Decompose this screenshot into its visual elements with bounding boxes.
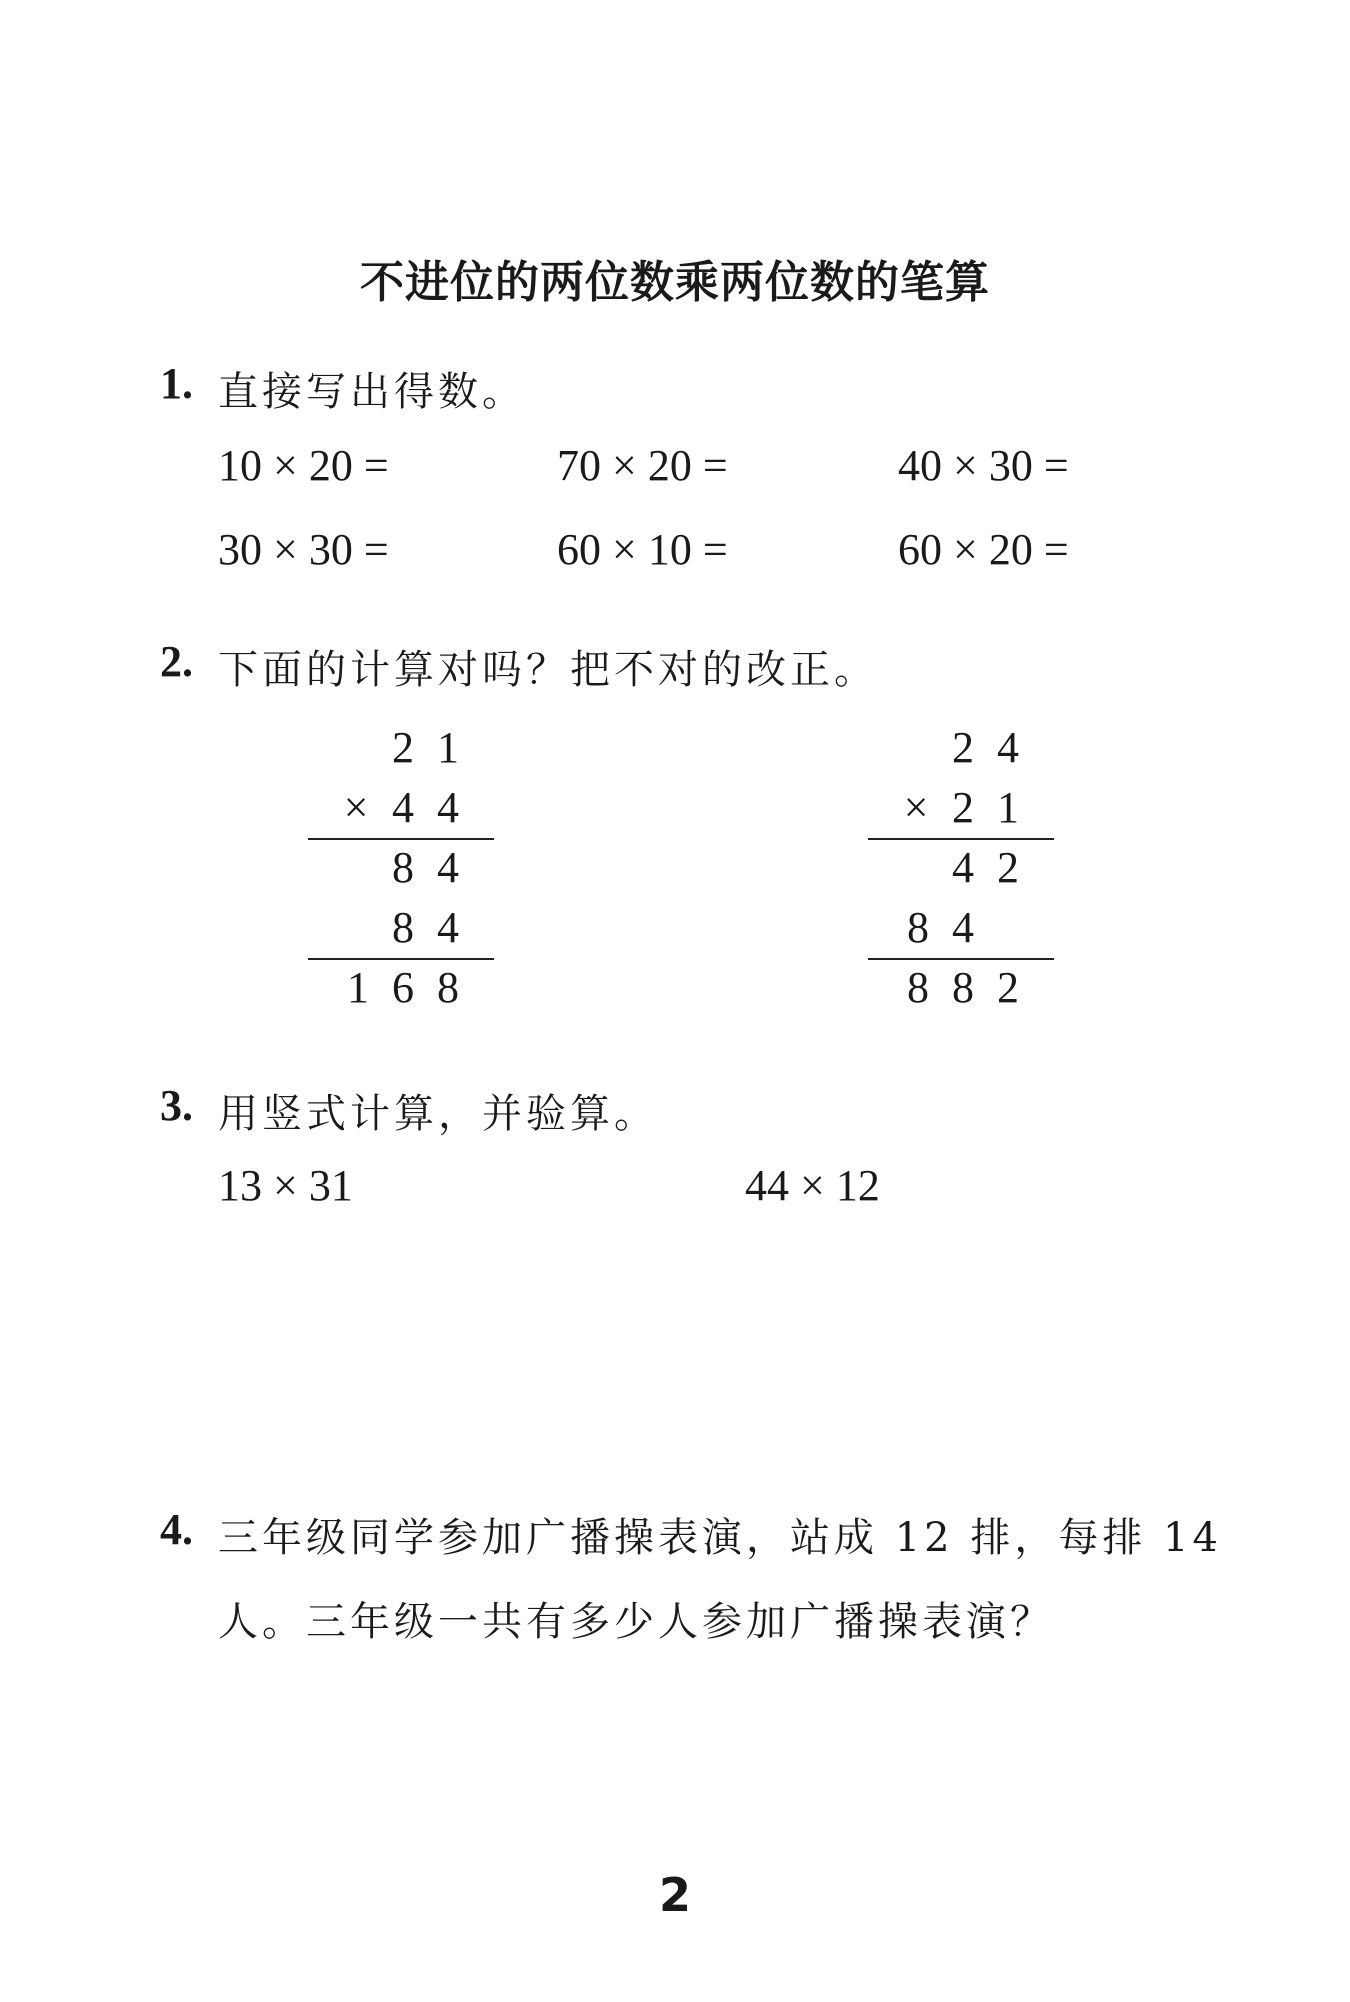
calc-b-top-ones: 4 <box>997 723 1019 772</box>
calc-b-partial1-ones: 2 <box>997 843 1019 892</box>
q1-item-5: 60 × 10 = <box>557 525 728 574</box>
question-4-line-1: 三年级同学参加广播操表演，站成 12 排，每排 14 <box>218 1515 1222 1561</box>
question-3-text: 用竖式计算，并验算。 <box>218 1091 658 1137</box>
calc-b-partial2-tens: 8 <box>907 903 929 952</box>
calc-a-partial2-tens: 8 <box>392 903 414 952</box>
question-1-text: 直接写出得数。 <box>218 369 526 415</box>
question-2-number: 2. <box>160 637 193 686</box>
calc-a-top-tens: 2 <box>392 723 414 772</box>
calc-a-partial1-ones: 4 <box>437 843 459 892</box>
calc-b-mult-tens: 2 <box>952 783 974 832</box>
calc-a-mult-ones: 4 <box>437 783 459 832</box>
calc-b-rule-1 <box>868 838 1054 840</box>
calc-b-partial1-tens: 4 <box>952 843 974 892</box>
calc-a-multiply-sign: × <box>343 783 369 832</box>
q3-item-2: 44 × 12 <box>745 1161 880 1210</box>
calc-b-result-ones: 2 <box>997 963 1019 1012</box>
calc-a-result-tens: 6 <box>392 963 414 1012</box>
calc-b-result-tens: 8 <box>952 963 974 1012</box>
calc-a-result-hundreds: 1 <box>347 963 369 1012</box>
calc-a-partial1-tens: 8 <box>392 843 414 892</box>
calc-a-result-ones: 8 <box>437 963 459 1012</box>
calc-a-mult-tens: 4 <box>392 783 414 832</box>
question-2-text: 下面的计算对吗？把不对的改正。 <box>218 647 878 693</box>
calc-b-rule-2 <box>868 958 1054 960</box>
question-3-number: 3. <box>160 1081 193 1130</box>
q3-item-1: 13 × 31 <box>218 1161 353 1210</box>
page-number: 2 <box>658 1868 691 1922</box>
question-1-number: 1. <box>160 359 193 408</box>
question-4-number: 4. <box>160 1505 193 1554</box>
calc-a-partial2-ones: 4 <box>437 903 459 952</box>
q1-item-3: 40 × 30 = <box>898 441 1069 490</box>
calc-b-multiply-sign: × <box>903 783 929 832</box>
calc-b-partial2-ones: 4 <box>952 903 974 952</box>
calc-a-rule-1 <box>308 838 494 840</box>
q1-item-1: 10 × 20 = <box>218 441 389 490</box>
calc-b-result-hundreds: 8 <box>907 963 929 1012</box>
question-4-line-2: 人。三年级一共有多少人参加广播操表演？ <box>218 1599 1054 1645</box>
q1-item-4: 30 × 30 = <box>218 525 389 574</box>
calc-b-mult-ones: 1 <box>997 783 1019 832</box>
page-title: 不进位的两位数乘两位数的笔算 <box>360 257 990 308</box>
calc-a-rule-2 <box>308 958 494 960</box>
q1-item-2: 70 × 20 = <box>557 441 728 490</box>
calc-b-top-tens: 2 <box>952 723 974 772</box>
q1-item-6: 60 × 20 = <box>898 525 1069 574</box>
calc-a-top-ones: 1 <box>437 723 459 772</box>
